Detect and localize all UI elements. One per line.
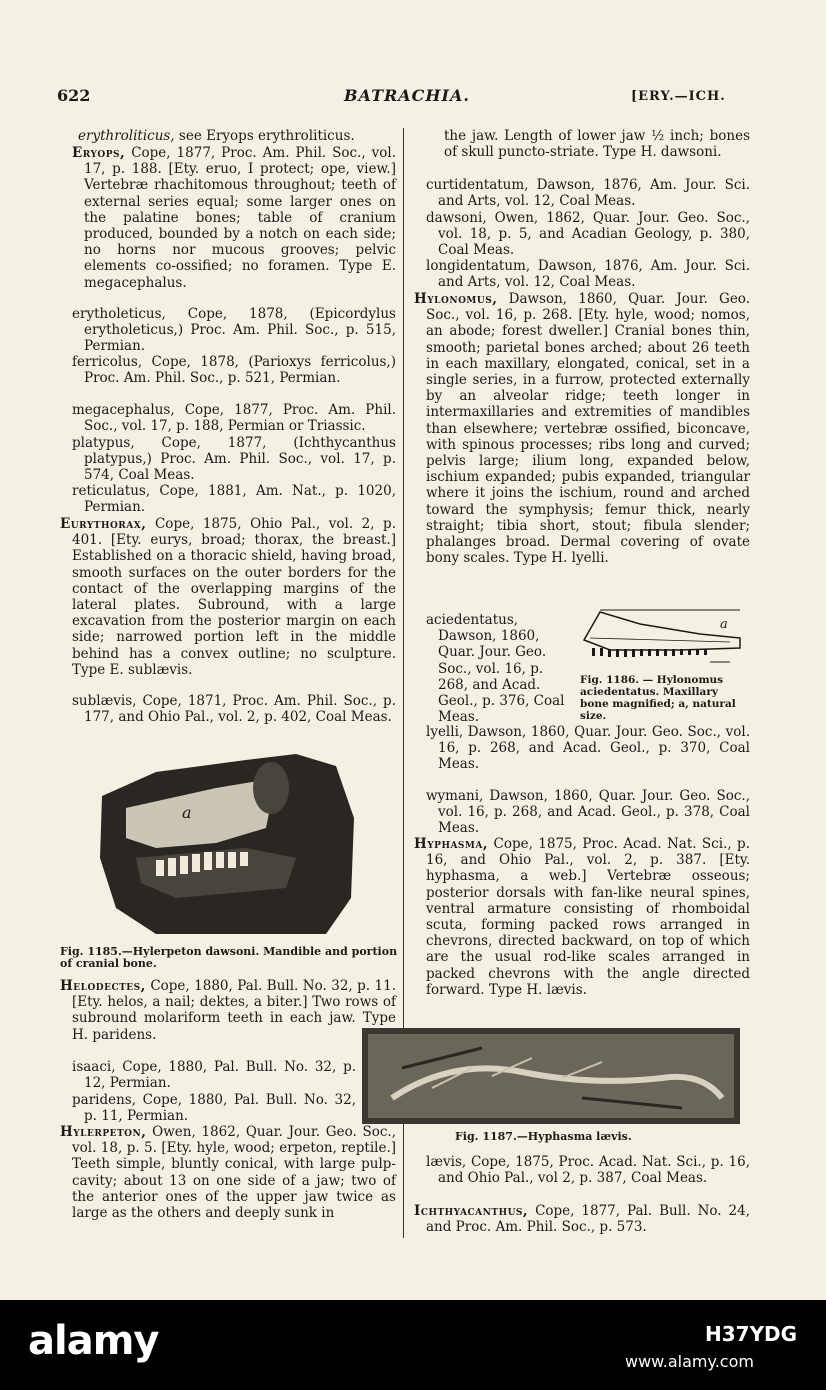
entry: lyelli, Dawson, 1860, Quar. Jour. Geo. Soc., vol. 16, p. 268, and Acad. Geol., p. 370, Coal Meas.: [426, 724, 750, 773]
entry: erythroliticus, see Eryops erythroliticus.: [78, 128, 355, 144]
watermark-url: www.alamy.com: [625, 1352, 754, 1371]
fig-1187-caption: Fig. 1187.—Hyphasma lævis.: [455, 1130, 632, 1143]
entry: the jaw. Length of lower jaw ½ inch; bones of skull puncto-striate. Type H. dawsoni.: [444, 128, 750, 161]
entry: sublævis, Cope, 1871, Proc. Am. Phil. Soc., p. 177, and Ohio Pal., vol. 2, p. 402, Coal Meas.: [72, 693, 396, 726]
entry: Helodectes, Cope, 1880, Pal. Bull. No. 32, p. 11. [Ety. helos, a nail; dektes, a biter.] Two rows of subround molariform teeth in each jaw. Type H. paridens.: [60, 978, 396, 1043]
entry: Eurythorax, Cope, 1875, Ohio Pal., vol. 2, p. 401. [Ety. eurys, broad; thorax, the breast.] Established on a thoracic shield, having broad, smooth surfaces on the outer borders for the contact of the overlapping margins of the lateral plates. Subround, with a large excavation from the posterior margin on each side; narrowed portion left in the middle behind has a convex outline; no sculpture. Type E. sublævis.: [60, 516, 396, 678]
entry: Hylerpeton, Owen, 1862, Quar. Jour. Geo. Soc., vol. 18, p. 5. [Ety. hyle, wood; erpeton, reptile.] Teeth simple, bluntly conical, with large pulp-cavity; about 13 on one side of a jaw; two of the anterior ones of the upper jaw twice as large as the others and deeply sunk in: [60, 1124, 396, 1222]
fig-1186-caption: Fig. 1186. — Hylonomus aciedentatus. Maxillary bone magnified; a, natural size.: [580, 674, 736, 722]
fig-1187-illustration: [362, 1028, 740, 1124]
entry-range: [ERY.—ICH.: [631, 89, 726, 104]
entry: reticulatus, Cope, 1881, Am. Nat., p. 1020, Permian.: [72, 483, 396, 516]
entry: lævis, Cope, 1875, Proc. Acad. Nat. Sci., p. 16, and Ohio Pal., vol 2, p. 387, Coal Meas.: [426, 1154, 750, 1187]
watermark-stock-id: H37YDG: [705, 1322, 798, 1346]
fig-1186-label: a: [720, 617, 728, 632]
entry: paridens, Cope, 1880, Pal. Bull. No. 32, p. 11, Permian.: [72, 1092, 356, 1125]
entry: ferricolus, Cope, 1878, (Parioxys ferricolus,) Proc. Am. Phil. Soc., p. 521, Permian.: [72, 354, 396, 387]
entry: curtidentatum, Dawson, 1876, Am. Jour. Sci. and Arts, vol. 12, Coal Meas.: [426, 177, 750, 210]
svg-text:a: a: [182, 803, 192, 822]
watermark-brand: alamy: [28, 1318, 159, 1364]
entry: Eryops, Cope, 1877, Proc. Am. Phil. Soc., vol. 17, p. 188. [Ety. eruo, I protect; ope, view.] Vertebræ rhachitomous throughout; teeth of external series equal; some larger ones on the palatine bones; table of cranium produced, bounded by a notch on each side; no horns nor mucous grooves; pelvic elements co-ossified; no foramen. Type E. megacephalus.: [72, 145, 396, 291]
fig-1186-illustration: [580, 604, 750, 666]
fig-1185-caption: Fig. 1185.—Hylerpeton dawsoni. Mandible and portion of cranial bone.: [60, 945, 398, 970]
entry: dawsoni, Owen, 1862, Quar. Jour. Geo. Soc., vol. 18, p. 5, and Acadian Geology, p. 380, Coal Meas.: [426, 210, 750, 259]
entry: platypus, Cope, 1877, (Ichthycanthus platypus,) Proc. Am. Phil. Soc., vol. 17, p. 574, Coal Meas.: [72, 435, 396, 484]
entry: aciedentatus, Dawson, 1860, Quar. Jour. Geo. Soc., vol. 16, p. 268, and Acad. Geol., p. 376, Coal Meas.: [426, 612, 565, 726]
entry: Hyphasma, Cope, 1875, Proc. Acad. Nat. Sci., p. 16, and Ohio Pal., vol. 2, p. 387. [Ety. hyphasma, a web.] Vertebræ osseous; posterior dorsals with fan-like neural spines, ventral armature consisting of rhomboidal scuta, forming packed rows arranged in chevrons, directed backward, on top of which are the usual rod-like scales arranged in packed chevrons with the angle directed forward. Type H. lævis.: [414, 836, 750, 998]
entry: erytholeticus, Cope, 1878, (Epicordylus erytholeticus,) Proc. Am. Phil. Soc., p. 515, Permian.: [72, 306, 396, 355]
fig-1185-illustration: [96, 748, 358, 938]
entry: isaaci, Cope, 1880, Pal. Bull. No. 32, p. 12, Permian.: [72, 1059, 356, 1092]
entry: Ichthyacanthus, Cope, 1877, Pal. Bull. No. 24, and Proc. Am. Phil. Soc., p. 573.: [414, 1203, 750, 1236]
entry: wymani, Dawson, 1860, Quar. Jour. Geo. Soc., vol. 16, p. 268, and Acad. Geol., p. 378, Coal Meas.: [426, 788, 750, 837]
running-title: BATRACHIA.: [344, 86, 470, 105]
entry: longidentatum, Dawson, 1876, Am. Jour. Sci. and Arts, vol. 12, Coal Meas.: [426, 258, 750, 291]
entry: Hylonomus, Dawson, 1860, Quar. Jour. Geo. Soc., vol. 16, p. 268. [Ety. hyle, wood; nomos, an abode; forest dweller.] Cranial bones thin, smooth; parietal bones arched; about 26 teeth in each maxillary, elongated, conical, set in a single series, in a furrow, protected externally by an alveolar ridge; teeth longer in intermaxillaries and extremities of mandibles than elsewhere; vertebræ ossified, biconcave, with spinous processes; ribs long and curved; pelvis large; ilium long, expanded below, ischium expanded; pubis expanded, triangular where it joins the ischium, round and arched toward the symphysis; femur thick, nearly straight; tibia short, stout; fibula slender; phalanges broad. Dermal covering of ovate bony scales. Type H. lyelli.: [414, 291, 750, 567]
page-number: 622: [57, 86, 91, 105]
entry: megacephalus, Cope, 1877, Proc. Am. Phil. Soc., vol. 17, p. 188, Permian or Triassic.: [72, 402, 396, 435]
